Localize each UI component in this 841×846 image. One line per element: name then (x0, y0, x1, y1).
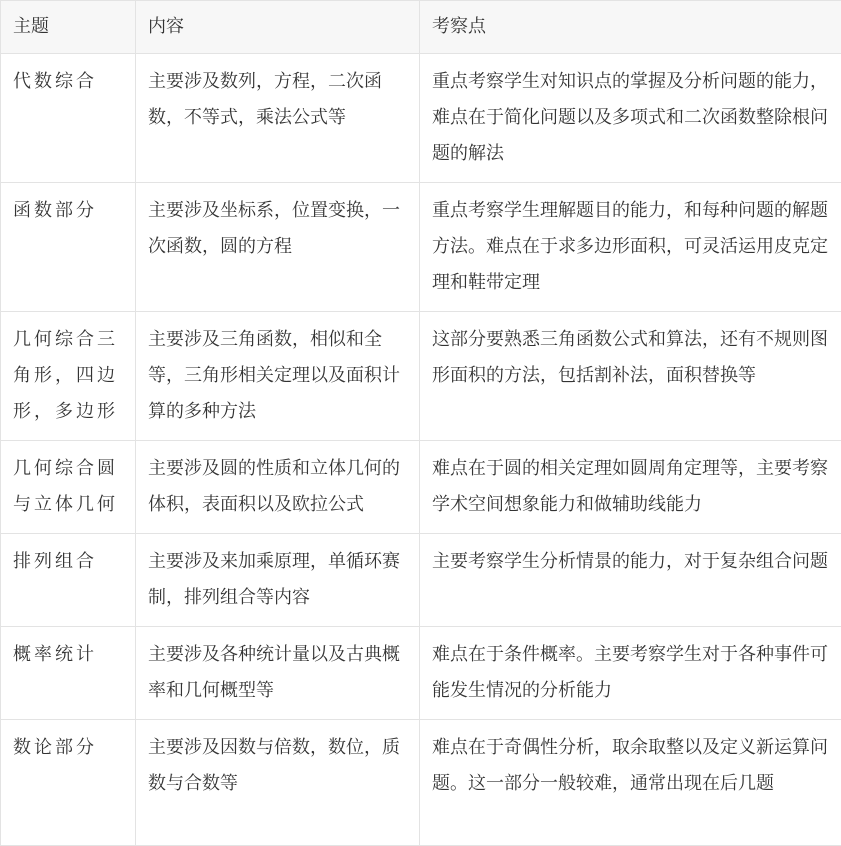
cell-focus: 重点考察学生理解题目的能力，和每种问题的解题方法。难点在于求多边形面积，可灵活运用皮克定理和鞋带定理 (420, 183, 841, 312)
cell-topic: 排列组合 (1, 534, 136, 627)
cell-focus: 难点在于奇偶性分析，取余取整以及定义新运算问题。这一部分一般较难，通常出现在后几题 (420, 720, 841, 846)
cell-content: 主要涉及因数与倍数，数位，质数与合数等 (136, 720, 420, 846)
table-row (1, 183, 841, 312)
cell-content: 主要涉及三角函数，相似和全等，三角形相关定理以及面积计算的多种方法 (136, 312, 420, 441)
table-row (1, 534, 841, 627)
table-row (1, 441, 841, 534)
table-header-row (1, 1, 841, 54)
table-row (1, 54, 841, 183)
cell-content: 主要涉及各种统计量以及古典概率和几何概型等 (136, 627, 420, 720)
cell-content: 主要涉及坐标系，位置变换，一次函数，圆的方程 (136, 183, 420, 312)
cell-topic: 代数综合 (1, 54, 136, 183)
cell-content: 主要涉及圆的性质和立体几何的体积，表面积以及欧拉公式 (136, 441, 420, 534)
cell-focus: 主要考察学生分析情景的能力，对于复杂组合问题 (420, 534, 841, 627)
header-content: 内容 (136, 1, 420, 54)
cell-focus: 这部分要熟悉三角函数公式和算法，还有不规则图形面积的方法，包括割补法，面积替换等 (420, 312, 841, 441)
cell-topic: 数论部分 (1, 720, 136, 846)
cell-topic: 概率统计 (1, 627, 136, 720)
cell-focus: 难点在于条件概率。主要考察学生对于各种事件可能发生情况的分析能力 (420, 627, 841, 720)
cell-content: 主要涉及来加乘原理，单循环赛制，排列组合等内容 (136, 534, 420, 627)
cell-content: 主要涉及数列，方程，二次函数，不等式，乘法公式等 (136, 54, 420, 183)
header-topic: 主题 (1, 1, 136, 54)
header-focus: 考察点 (420, 1, 841, 54)
table-row (1, 312, 841, 441)
cell-focus: 难点在于圆的相关定理如圆周角定理等，主要考察学术空间想象能力和做辅助线能力 (420, 441, 841, 534)
table-row (1, 720, 841, 846)
cell-topic: 几何综合圆与立体几何 (1, 441, 136, 534)
cell-focus: 重点考察学生对知识点的掌握及分析问题的能力，难点在于简化问题以及多项式和二次函数整除根问题的解法 (420, 54, 841, 183)
cell-topic: 几何综合三角形，四边形，多边形 (1, 312, 136, 441)
cell-topic: 函数部分 (1, 183, 136, 312)
table-row (1, 627, 841, 720)
